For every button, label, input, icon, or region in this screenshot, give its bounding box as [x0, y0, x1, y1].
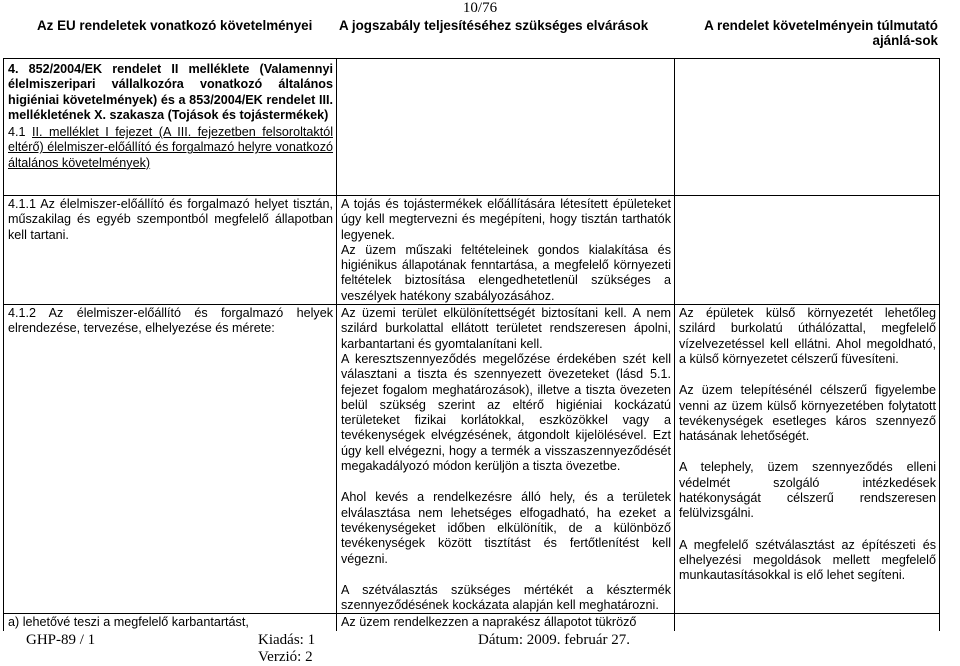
subsection-number: 4.1 — [8, 125, 26, 140]
expectation-4-1-2-a: Az üzem rendelkezzen a naprakész állapotot tükröző — [337, 614, 675, 631]
paragraph: Az üzem műszaki feltételeinek gondos kialakítása és higiénikus állapotának fenntartása, a megfelelő környezeti feltételek biztosítása elengedhetetlenül szükséges a veszélyek hatékony szabályozásához. — [341, 242, 671, 303]
paragraph: A keresztszennyeződés megelőzése érdekében szét kell választani a tiszta és szennyezett övezeteket (lásd 5.1. fejezet fogalom meghatározások), illetve a tiszta övezeten belül szükség szerint az eltérő higiéniai kockázatú területeket fizikai korlátokkal, eszközökkel vagy a tevékenységek elvégzésének, átgondolt kijelölésével. Ezt úgy kell elvégezni, hogy a termék a visszaszennyeződését megakadályozó módon kerüljön a tiszta övezetbe. — [341, 351, 671, 474]
expectation-4-1-2 — [337, 305, 675, 614]
paragraph: A telephely, üzem szennyeződés elleni védelmét szolgáló intézkedések hatékonyságát célszerű rendszeresen felülvizsgálni. — [679, 460, 936, 521]
empty-cell — [675, 196, 940, 305]
paragraph: Az üzemi terület elkülönítettségét biztosítani kell. A nem szilárd burkolattal ellátott területet rendszeresen ápolni, karbantartani és gyomtalanítani kell. — [341, 306, 671, 351]
paragraph: A megfelelő szétválasztást az építészeti és elhelyezési megoldások mellett megfelelő munkautasításokkal is elő lehet segíteni. — [679, 537, 936, 583]
header-eu-requirements: Az EU rendeletek vonatkozó követelményei — [37, 18, 313, 33]
header-expectations: A jogszabály teljesítéséhez szükséges elvárások — [339, 18, 649, 33]
recommendation-4-1-2-a — [675, 614, 940, 631]
page-number: 10/76 — [462, 0, 498, 16]
footer-date: Dátum: 2009. február 27. — [478, 632, 631, 648]
subsection-title: II. melléklet I fejezet (A III. fejezetben felsoroltaktól eltérő) élelmiszer-előállító és forgalmazó helyre vonatkozó általános követelmények) — [8, 125, 333, 170]
paragraph: A szétválasztás szükséges mértékét a késztermék szennyeződésének kockázata alapján kell meghatározni. — [341, 582, 671, 613]
section-cell — [4, 59, 337, 196]
footer-doc-id: GHP-89 / 1 — [26, 632, 96, 648]
paragraph: Az épületek külső környezetét lehetőleg szilárd burkolatú úthálózattal, megfelelő vízelvezetéssel kell ellátni. Ahol megoldható, a külső környezetet célszerű füvesíteni. — [679, 306, 936, 366]
empty-cell — [675, 59, 940, 196]
paragraph: A tojás és tojástermékek előállítására létesített épületeket úgy kell megtervezni és megépíteni, hogy tisztán tarthatók legyenek. — [341, 197, 671, 242]
section-title: 4. 852/2004/EK rendelet II melléklete (Valamennyi élelmiszeripari vállalkozóra vonatkozó általános higiéniai követelmények) és a 853/2004/EK rendelet III. mellékletének X. szakasza (Tojások és tojástermékek) — [8, 62, 333, 122]
header-recommendations: A rendelet követelményein túlmutató ajánlá-sok — [704, 18, 938, 48]
footer-version: Verzió: 2 — [258, 649, 313, 665]
table-row — [4, 614, 940, 631]
subsection-heading — [8, 125, 333, 171]
table-row — [4, 305, 940, 614]
empty-cell — [337, 59, 675, 196]
table-row — [4, 196, 940, 305]
requirement-4-1-2-a: a) lehetővé teszi a megfelelő karbantartást, — [4, 614, 337, 631]
requirement-4-1-2: 4.1.2 Az élelmiszer-előállító és forgalmazó helyek elrendezése, tervezése, elhelyezése és mérete: — [4, 305, 337, 614]
expectation-4-1-1 — [337, 196, 675, 305]
paragraph: Ahol kevés a rendelkezésre álló hely, és a területek elválasztása nem lehetséges elfogadható, ha ezeket a tevékenységeket időben elkülönítik, de a különböző tevékenységek között tisztítást és fertőtlenítést kell végezni. — [341, 490, 671, 566]
table-row — [4, 59, 940, 196]
footer-issue: Kiadás: 1 — [258, 632, 316, 648]
requirements-table — [3, 58, 940, 631]
requirement-4-1-1: 4.1.1 Az élelmiszer-előállító és forgalmazó helyet tisztán, műszakilag és egyéb szempontból megfelelő állapotban kell tartani. — [4, 196, 337, 305]
paragraph: Az üzem telepítésénél célszerű figyelembe venni az üzem külső környezetében folytatott tevékenységek esetleges káros szennyező hatásának lehetőségét. — [679, 383, 936, 444]
recommendation-4-1-2 — [675, 305, 940, 614]
